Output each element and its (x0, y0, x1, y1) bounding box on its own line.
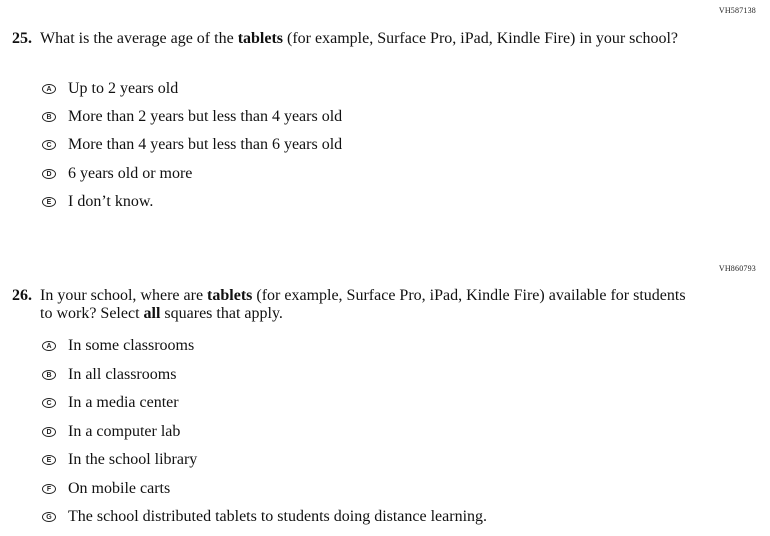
question-text: In your school, where are tablets (for example, Surface Pro, iPad, Kindle Fire) available for students to work? Select all squares that apply. (40, 287, 686, 322)
answer-bubble-icon[interactable]: A (42, 84, 56, 94)
question-text: What is the average age of the tablets (for example, Surface Pro, iPad, Kindle Fire) in your school? (40, 30, 679, 47)
question-number: 25. (12, 30, 32, 47)
option-label: Up to 2 years old (68, 80, 179, 97)
answer-bubble-icon[interactable]: C (42, 398, 56, 408)
option-label: In a media center (68, 394, 179, 411)
option-label: More than 4 years but less than 6 years old (68, 136, 343, 153)
answer-bubble-icon[interactable]: F (42, 484, 56, 494)
answer-bubble-icon[interactable]: E (42, 455, 56, 465)
option-26-f[interactable] (42, 480, 170, 498)
question-25 (12, 30, 692, 48)
option-26-b[interactable] (42, 366, 176, 384)
question-number: 26. (12, 287, 32, 304)
option-25-d[interactable] (42, 165, 192, 183)
option-label: In a computer lab (68, 423, 181, 440)
option-label: In the school library (68, 451, 198, 468)
option-label: More than 2 years but less than 4 years old (68, 108, 343, 125)
answer-bubble-icon[interactable]: G (42, 512, 56, 522)
option-26-e[interactable] (42, 451, 197, 469)
option-label: The school distributed tablets to students doing distance learning. (68, 508, 488, 525)
item-code-26: VH860793 (718, 264, 756, 273)
answer-bubble-icon[interactable]: C (42, 140, 56, 150)
item-code-25: VH587138 (718, 6, 756, 15)
option-label: I don’t know. (68, 193, 154, 210)
option-26-d[interactable] (42, 423, 180, 441)
option-26-c[interactable] (42, 394, 179, 412)
answer-bubble-icon[interactable]: D (42, 427, 56, 437)
answer-bubble-icon[interactable]: A (42, 341, 56, 351)
option-label: In all classrooms (68, 366, 177, 383)
option-25-e[interactable] (42, 193, 153, 211)
answer-bubble-icon[interactable]: D (42, 169, 56, 179)
option-label: In some classrooms (68, 337, 195, 354)
answer-bubble-icon[interactable]: B (42, 370, 56, 380)
option-label: 6 years old or more (68, 165, 193, 182)
option-25-b[interactable] (42, 108, 342, 126)
question-26 (12, 287, 692, 323)
option-label: On mobile carts (68, 480, 171, 497)
option-25-c[interactable] (42, 136, 342, 154)
option-26-a[interactable] (42, 337, 194, 355)
answer-bubble-icon[interactable]: E (42, 197, 56, 207)
answer-bubble-icon[interactable]: B (42, 112, 56, 122)
option-25-a[interactable] (42, 80, 178, 98)
option-26-g[interactable] (42, 508, 487, 526)
